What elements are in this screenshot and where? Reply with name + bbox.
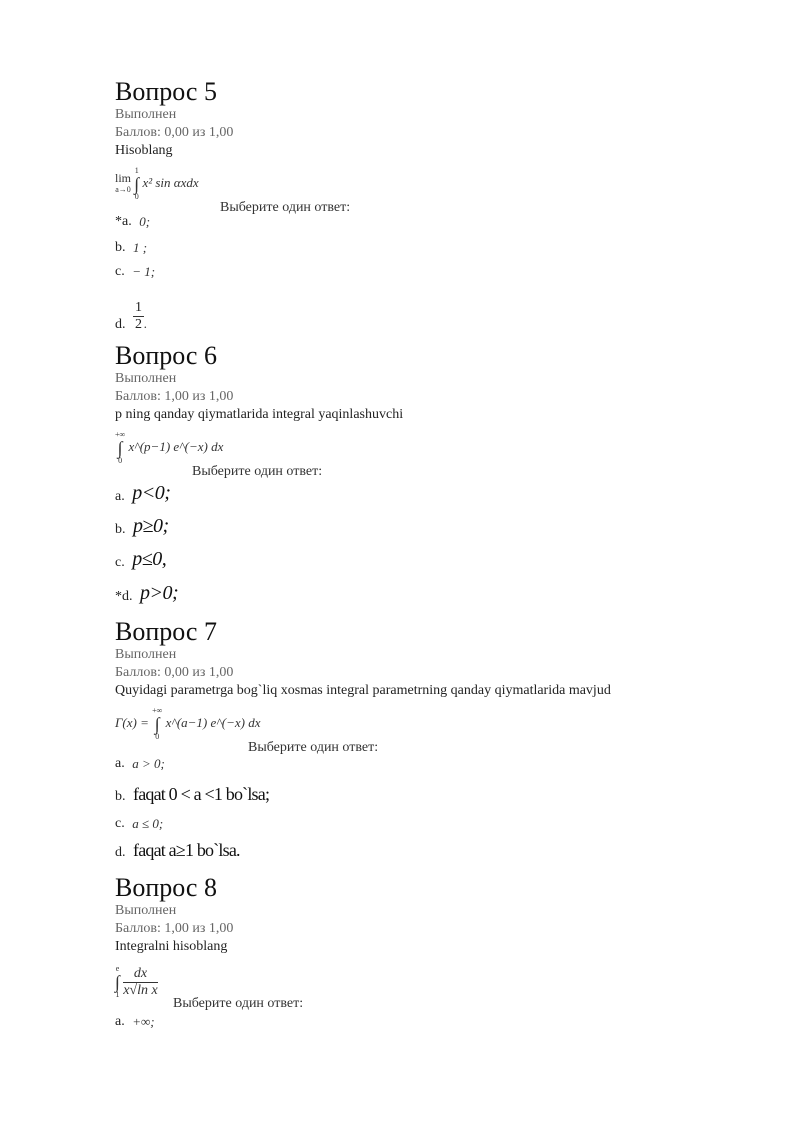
question-status: Выполнен <box>115 903 177 918</box>
option-label: c. <box>115 816 125 831</box>
question-score: Баллов: 1,00 из 1,00 <box>115 389 234 404</box>
option-value: a ≤ 0; <box>132 816 164 831</box>
question-7-formula <box>115 706 261 742</box>
question-6-formula <box>115 430 223 466</box>
question-5 <box>115 78 755 160</box>
option-label: a. <box>115 756 125 771</box>
integrand: x^(a−1) e^(−x) dx <box>165 714 261 730</box>
option-label: *a. <box>115 214 132 229</box>
option-d[interactable] <box>115 840 240 861</box>
lim-subscript: a→0 <box>115 185 131 194</box>
fraction <box>133 300 144 333</box>
option-value: 0; <box>139 214 151 229</box>
option-label: d. <box>115 317 126 332</box>
option-value: p<0; <box>132 482 171 504</box>
integrand: x² sin αxdx <box>142 174 199 190</box>
question-score: Баллов: 1,00 из 1,00 <box>115 921 234 936</box>
integral-sign: ∫ <box>134 174 140 194</box>
integral-lower-limit: 0 <box>118 456 123 465</box>
option-a[interactable] <box>115 214 150 230</box>
answer-hint: Выберите один ответ: <box>220 200 351 215</box>
fraction-denominator: x√ln x <box>123 982 158 998</box>
question-8 <box>115 874 755 956</box>
option-c[interactable] <box>115 816 163 832</box>
fraction-numerator: dx <box>123 966 158 983</box>
integral-upper-limit: e <box>115 964 120 973</box>
option-b[interactable] <box>115 240 147 256</box>
question-8-formula <box>115 964 158 1000</box>
integral-lower-limit: 0 <box>155 732 160 741</box>
option-c[interactable] <box>115 264 155 280</box>
question-prompt: Hisoblang <box>115 143 173 158</box>
question-status: Выполнен <box>115 107 177 122</box>
question-score: Баллов: 0,00 из 1,00 <box>115 665 234 680</box>
option-label: b. <box>115 240 126 255</box>
lim-label: lim <box>115 171 132 185</box>
option-suffix: . <box>144 316 148 331</box>
option-c[interactable] <box>115 548 166 571</box>
question-status: Выполнен <box>115 647 177 662</box>
integral-upper-limit: 1 <box>134 166 139 175</box>
option-value: p≤0, <box>132 548 167 570</box>
option-label: c. <box>115 264 125 279</box>
question-title: Вопрос 5 <box>115 77 217 106</box>
option-d[interactable] <box>115 582 178 605</box>
question-prompt: Integralni hisoblang <box>115 939 228 954</box>
option-value: a > 0; <box>132 756 165 771</box>
integral-lower-limit: 0 <box>134 192 139 201</box>
integral-lower-limit: 1 <box>115 990 120 999</box>
integrand: x^(p−1) e^(−x) dx <box>128 438 224 454</box>
question-title: Вопрос 8 <box>115 873 217 902</box>
option-label: b. <box>115 789 126 804</box>
fraction-numerator: 1 <box>135 300 142 315</box>
option-label: d. <box>115 845 126 860</box>
option-d[interactable] <box>115 300 147 333</box>
option-value: +∞; <box>132 1014 155 1029</box>
option-label: c. <box>115 555 125 570</box>
question-score: Баллов: 0,00 из 1,00 <box>115 125 234 140</box>
option-value: p≥0; <box>133 515 169 537</box>
question-5-formula <box>115 166 199 202</box>
question-title: Вопрос 6 <box>115 341 217 370</box>
option-value: − 1; <box>132 264 156 279</box>
option-a[interactable] <box>115 756 165 772</box>
option-label: a. <box>115 1014 125 1029</box>
integral-upper-limit: +∞ <box>152 706 163 715</box>
fraction-denominator: 2 <box>135 317 142 332</box>
question-prompt: p ning qanday qiymatlarida integral yaqinlashuvchi <box>115 407 404 422</box>
integral-sign: ∫ <box>117 438 123 458</box>
option-a[interactable] <box>115 1014 155 1030</box>
option-b[interactable] <box>115 784 269 805</box>
answer-hint: Выберите один ответ: <box>248 740 379 755</box>
question-prompt: Quyidagi parametrga bog`liq xosmas integral parametrning qanday qiymatlarida mavjud <box>115 683 611 698</box>
option-label: *d. <box>115 589 133 604</box>
integral-upper-limit: +∞ <box>115 430 126 439</box>
option-label: b. <box>115 522 126 537</box>
question-7 <box>115 618 755 700</box>
option-value: p>0; <box>140 582 179 604</box>
option-label: a. <box>115 489 125 504</box>
fraction <box>123 966 158 999</box>
option-value: 1 ; <box>133 240 148 255</box>
question-title: Вопрос 7 <box>115 617 217 646</box>
option-b[interactable] <box>115 515 169 538</box>
option-a[interactable] <box>115 482 170 505</box>
option-value: faqat a≥1 bo`lsa. <box>133 840 240 860</box>
question-status: Выполнен <box>115 371 177 386</box>
integral-sign: ∫ <box>154 714 160 734</box>
question-6 <box>115 342 755 424</box>
answer-hint: Выберите один ответ: <box>173 996 304 1011</box>
gamma-function: Γ(x) = <box>115 714 149 730</box>
integral-sign: ∫ <box>115 972 120 992</box>
answer-hint: Выберите один ответ: <box>192 464 323 479</box>
option-value: faqat 0 < a <1 bo`lsa; <box>133 784 270 804</box>
